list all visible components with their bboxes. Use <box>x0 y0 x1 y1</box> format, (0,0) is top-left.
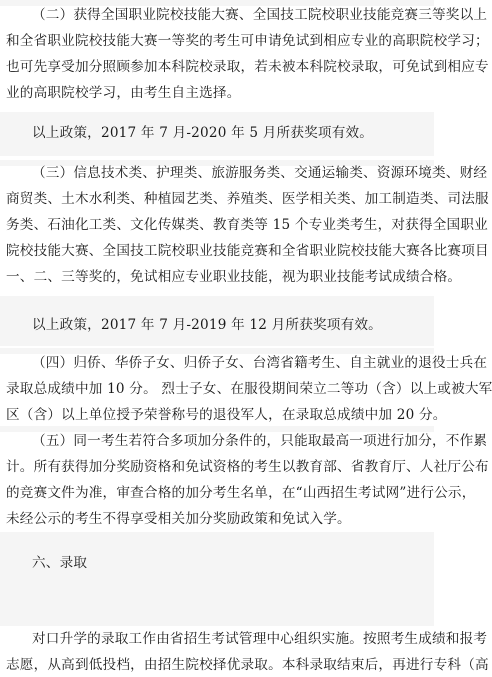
text-line: 务类、石油化工类、文化传媒类、教育类等 15 个专业类考生，对获得全国职业 <box>6 217 488 233</box>
text-line: （三）信息技术类、护理类、旅游服务类、交通运输类、资源环境类、财经 <box>32 165 488 181</box>
text-line: （五）同一考生若符合多项加分条件的，只能取最高一项进行加分，不作累 <box>32 433 488 449</box>
paragraph-gap-band <box>0 584 434 626</box>
text-line: （四）归侨、华侨子女、归侨子女、台湾省籍考生、自主就业的退役士兵在 <box>32 355 488 371</box>
text-line: 未经公示的考生不得享受相关加分奖励政策和免试入学。 <box>6 511 351 527</box>
text-line: 和全省职业院校技能大赛一等奖的考生可申请免试到相应专业的高职院校学习； <box>6 33 489 49</box>
text-line: 也可先享受加分照顾参加本科院校录取，若未被本科院校录取，可免试到相应专 <box>6 59 489 75</box>
text-line: （二）获得全国职业院校技能大赛、全国技工院校职业技能竞赛三等奖以上 <box>32 7 488 23</box>
text-line: 以上政策，2017 年 7 月-2020 年 5 月所获奖项有效。 <box>32 125 374 141</box>
text-line: 的竞赛文件为准，审查合格的加分考生名单，在“山西招生考试网”进行公示， <box>6 485 476 501</box>
text-line: 区（含）以上单位授予荣誉称号的退役军人，在录取总成绩中加 20 分。 <box>6 407 447 423</box>
text-line: 商贸类、土木水利类、种植园艺类、养殖类、医学相关类、加工制造类、司法服 <box>6 191 489 207</box>
text-line: 对口升学的录取工作由省招生考试管理中心组织实施。按照考生成绩和报考 <box>32 631 488 647</box>
text-line: 业的高职院校学习，由考生自主选择。 <box>6 85 241 101</box>
text-line: 计。所有获得加分奖励资格和免试资格的考生以教育部、省教育厅、人社厅公布 <box>6 459 489 475</box>
section-heading: 六、录取 <box>32 555 88 571</box>
text-line: 志愿，从高到低投档，由招生院校择优录取。本科录取结束后，再进行专科（高 <box>6 657 489 673</box>
text-line: 一、二、三等奖的，免试相应专业职业技能，视为职业技能考试成绩合格。 <box>6 269 462 285</box>
text-line: 以上政策，2017 年 7 月-2019 年 12 月所获奖项有效。 <box>32 317 382 333</box>
text-line: 录取总成绩中加 10 分。 烈士子女、在服役期间荣立二等功（含）以上或被大军 <box>6 381 492 397</box>
text-line: 院校技能大赛、全国技工院校职业技能竞赛和全省职业院校技能大赛各比赛项目 <box>6 243 489 259</box>
